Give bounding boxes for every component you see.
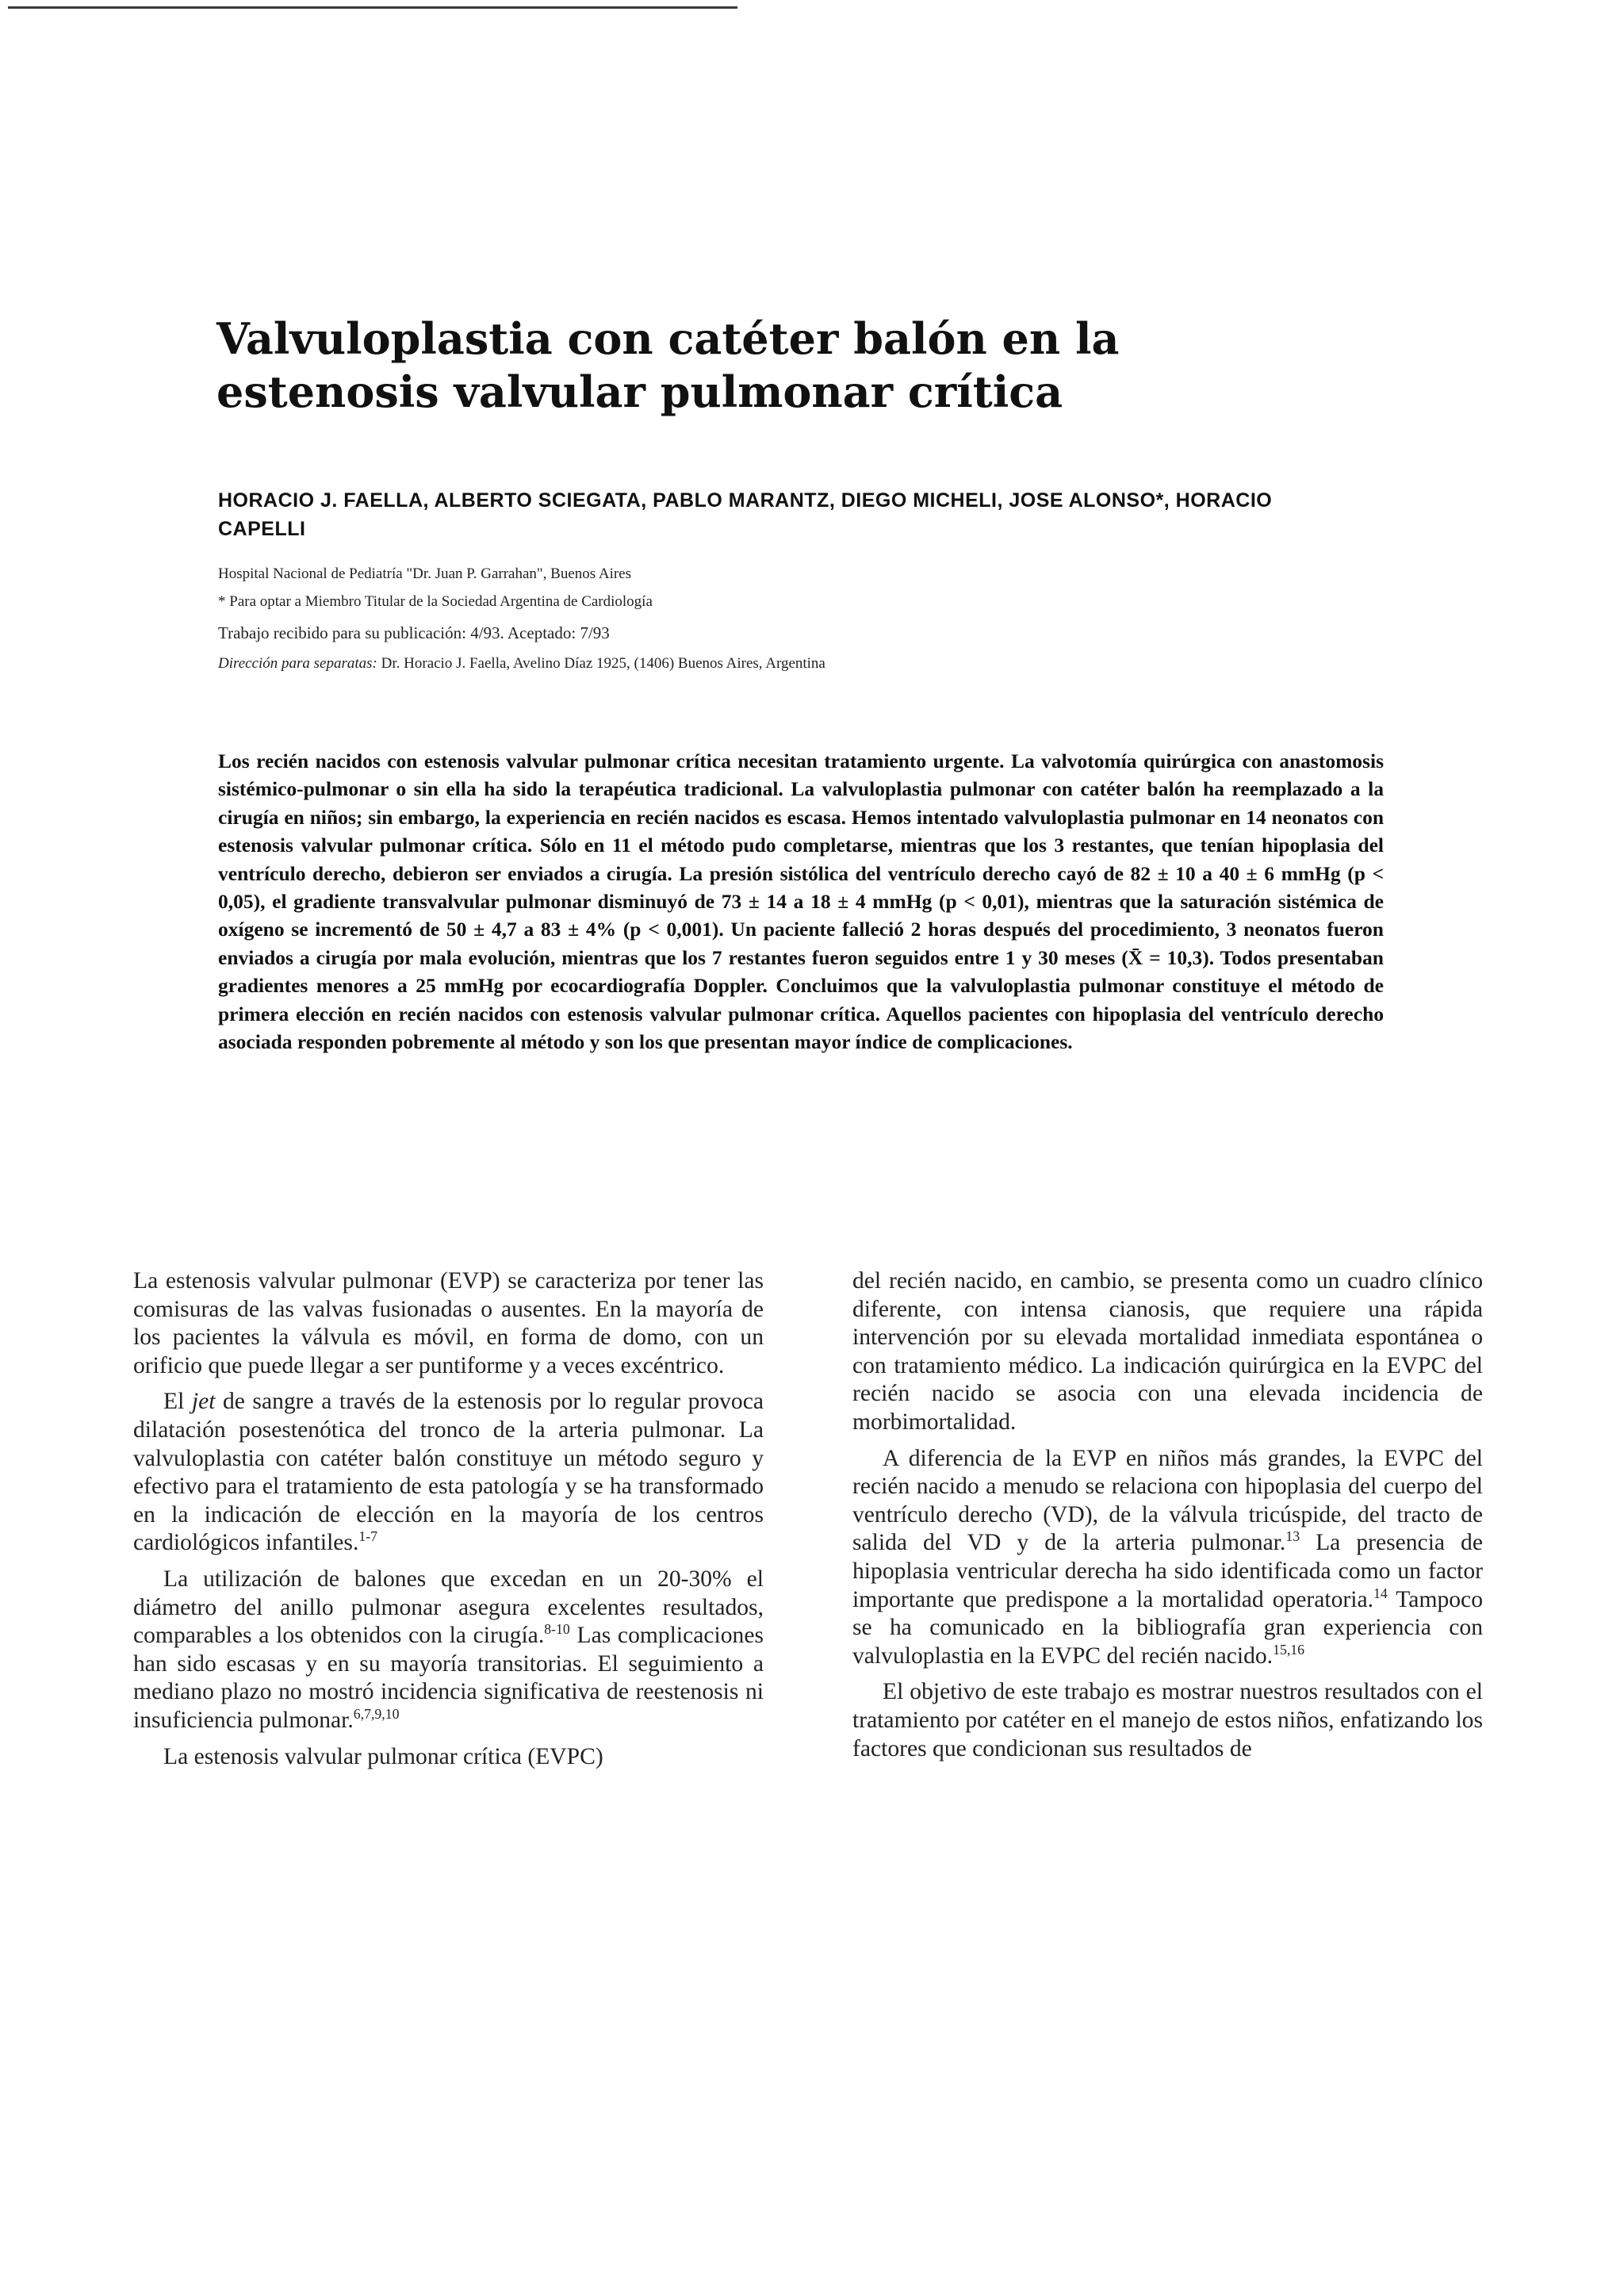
body-column-left: [133, 1267, 764, 1779]
affiliation: Hospital Nacional de Pediatría "Dr. Juan P. Garrahan", Buenos Aires: [218, 565, 632, 582]
reference-marker: 6,7,9,10: [353, 1706, 400, 1723]
body-paragraph: La estenosis valvular pulmonar (EVP) se caracteriza por tener las comisuras de las valvas fusionadas o ausentes. En la mayoría de los pacientes la válvula es móvil, en forma de domo, con un orificio que puede llegar a ser puntiforme y a veces excéntrico.: [133, 1268, 764, 1378]
body-paragraph: La utilización de balones que excedan en un 20-30% el diámetro del anillo pulmonar asegura excelentes resultados, comparables a los obtenidos con la cirugía.$^{8-10}$ Las complicaciones han sido escasas y en su mayoría transitorias. El seguimiento a mediano plazo no mostró incidencia significativa de reestenosis ni insuficiencia pulmonar.$^{6,7,9,10}$: [133, 1566, 764, 1733]
body-paragraph: del recién nacido, en cambio, se presenta como un cuadro clínico diferente, con intensa cianosis, que requiere una rápida intervención por su elevada mortalidad inmediata espontánea o con tratamiento médico. La indicación quirúrgica en la EVPC del recién nacido se asocia con una elevada incidencia de morbimortalidad.: [852, 1268, 1483, 1435]
author-list: HORACIO J. FAELLA, ALBERTO SCIEGATA, PABLO MARANTZ, DIEGO MICHELI, JOSE ALONSO*, HORACIO CAPELLI: [218, 489, 1273, 540]
address-text: Dr. Horacio J. Faella, Avelino Díaz 1925, (1406) Buenos Aires, Argentina: [377, 655, 825, 672]
body-column-right: [852, 1267, 1483, 1771]
reference-marker: 14: [1373, 1585, 1388, 1601]
body-paragraph: El jet de sangre a través de la estenosis por lo regular provoca dilatación posestenótica del tronco de la arteria pulmonar. La valvuloplastia con catéter balón constituye un método seguro y efectivo para el tratamiento de esta patología y se ha transformado en la indicación de elección en la mayoría de los centros cardiológicos infantiles.$^{1-7}$: [133, 1389, 764, 1556]
correspondence-address: [218, 655, 1408, 673]
body-paragraph: A diferencia de la EVP en niños más grandes, la EVPC del recién nacido a menudo se relaciona con hipoplasia del cuerpo del ventrículo derecho (VD), de la válvula tricúspide, del tracto de salida del VD y de la arteria pulmonar.$^{13}$ La presencia de hipoplasia ventricular derecha ha sido identificada como un factor importante que predispone a la mortalidad operatoria.$^{14}$ Tampoco se ha comunicado en la bibliografía gran experiencia con valvuloplastia en la EVPC del recién nacido.$^{15,16}$: [852, 1445, 1483, 1669]
article-title: Valvuloplastia con catéter balón en la estenosis valvular pulmonar crítica: [216, 313, 1120, 417]
reference-marker: 1-7: [358, 1528, 378, 1545]
received-dates: Trabajo recibido para su publicación: 4/93. Aceptado: 7/93: [218, 623, 610, 642]
author-footnote: * Para optar a Miembro Titular de la Sociedad Argentina de Cardiología: [218, 593, 653, 610]
jet-term: jet: [191, 1389, 216, 1415]
top-rule: [8, 6, 737, 9]
body-paragraph: El objetivo de este trabajo es mostrar nuestros resultados con el tratamiento por catéter en el manejo de estos niños, enfatizando los factores que condicionan sus resultados de: [852, 1679, 1483, 1761]
abstract: Los recién nacidos con estenosis valvular pulmonar crítica necesitan tratamiento urgente. La valvotomía quirúrgica con anastomosis sistémico-pulmonar o sin ella ha sido la terapéutica tradicional. La valvuloplastia pulmonar con catéter balón ha reemplazado a la cirugía en niños; sin embargo, la experiencia en recién nacidos es escasa. Hemos intentado valvuloplastia pulmonar en 14 neonatos con estenosis valvular pulmonar crítica. Sólo en 11 el método pudo completarse, mientras que los 3 restantes, que tenían hipoplasia del ventrículo derecho, debieron ser enviados a cirugía. La presión sistólica del ventrículo derecho cayó de 82 ± 10 a 40 ± 6 mmHg (p < 0,05), el gradiente transvalvular pulmonar disminuyó de 73 ± 14 a 18 ± 4 mmHg (p < 0,01), mientras que la saturación sistémica de oxígeno se incrementó de 50 ± 4,7 a 83 ± 4% (p < 0,001). Un paciente falleció 2 horas después del procedimiento, 3 neonatos fueron enviados a cirugía por mala evolución, mientras que los 7 restantes fueron seguidos entre 1 y 30 meses (X̄ = 10,3). Todos presentaban gradientes menores a 25 mmHg por ecocardiografía Doppler. Concluimos que la valvuloplastia pulmonar constituye el método de primera elección en recién nacidos con estenosis valvular pulmonar crítica. Aquellos pacientes con hipoplasia del ventrículo derecho asociada responden pobremente al método y son los que presentan mayor índice de complicaciones.: [218, 749, 1384, 1054]
reference-marker: 8-10: [544, 1621, 570, 1638]
reference-marker: 15,16: [1273, 1641, 1304, 1658]
body-paragraph: La estenosis valvular pulmonar crítica (EVPC): [163, 1743, 603, 1769]
address-label: Dirección para separatas:: [218, 655, 377, 672]
reference-marker: 13: [1285, 1528, 1300, 1545]
